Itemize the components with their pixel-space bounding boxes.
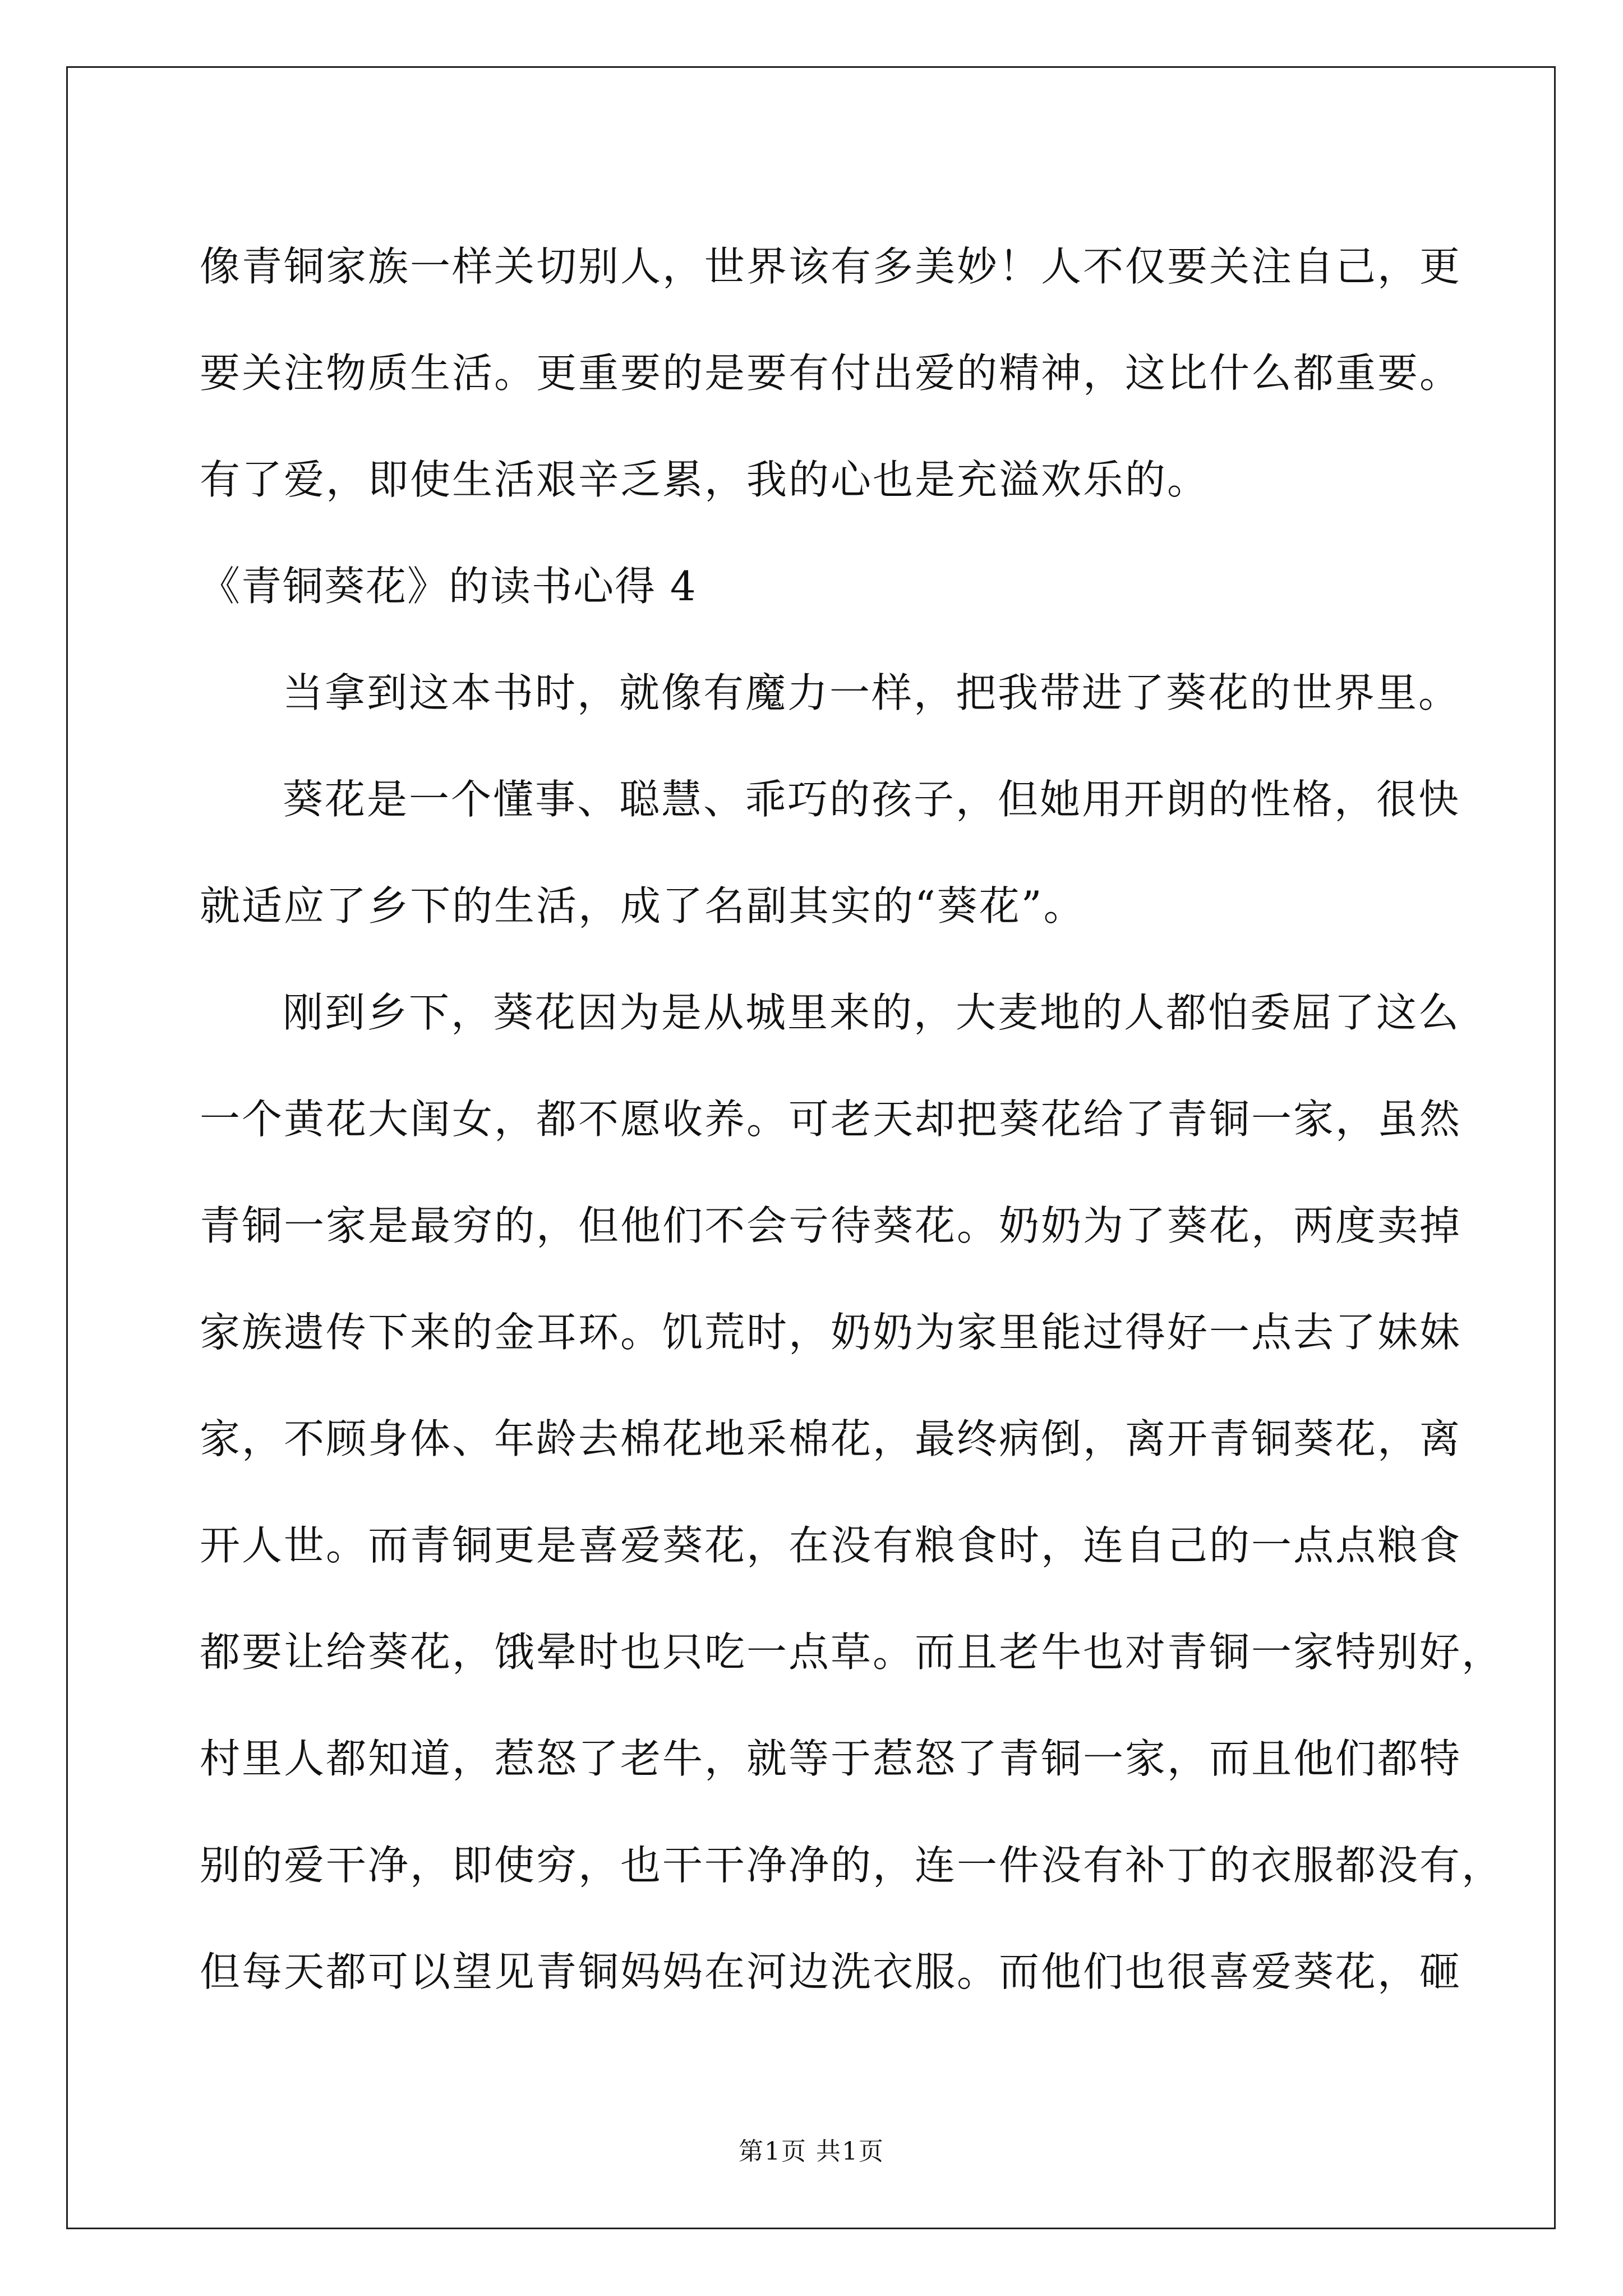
text-line: 就适应了乡下的生活，成了名副其实的“葵花”。 [200,882,1086,930]
section-heading: 《青铜葵花》的读书心得 4 [200,563,697,610]
document-body [200,213,1504,2025]
text-line: 有了爱，即使生活艰辛乏累，我的心也是充溢欢乐的。 [200,456,1210,503]
text-line: 一个黄花大闺女，都不愿收养。可老天却把葵花给了青铜一家，虽然 [200,1096,1462,1143]
text-line: 像青铜家族一样关切别人，世界该有多美妙！人不仅要关注自己，更 [200,243,1462,290]
text-line: 要关注物质生活。更重要的是要有付出爱的精神，这比什么都重要。 [200,349,1462,397]
text-line: 别的爱干净，即使穷，也干干净净的，连一件没有补丁的衣服都没有， [200,1842,1504,1889]
paragraph-first-line: 刚到乡下，葵花因为是从城里来的，大麦地的人都怕委屈了这么 [283,989,1461,1036]
page-footer: 第1页 共1页 [739,2137,884,2166]
text-line: 但每天都可以望见青铜妈妈在河边洗衣服。而他们也很喜爱葵花，砸 [200,1948,1462,1995]
text-line: 家，不顾身体、年龄去棉花地采棉花，最终病倒，离开青铜葵花，离 [200,1415,1462,1462]
text-line: 都要让给葵花，饿晕时也只吃一点草。而且老牛也对青铜一家特别好， [200,1628,1504,1676]
text-line: 村里人都知道，惹怒了老牛，就等于惹怒了青铜一家，而且他们都特 [200,1735,1462,1782]
text-line: 青铜一家是最穷的，但他们不会亏待葵花。奶奶为了葵花，两度卖掉 [200,1202,1462,1249]
paragraph-first-line: 当拿到这本书时，就像有魔力一样，把我带进了葵花的世界里。 [283,669,1461,716]
paragraph-first-line: 葵花是一个懂事、聪慧、乖巧的孩子，但她用开朗的性格，很快 [283,776,1461,823]
text-line: 家族遗传下来的金耳环。饥荒时，奶奶为家里能过得好一点去了妹妹 [200,1309,1462,1356]
text-line: 开人世。而青铜更是喜爱葵花，在没有粮食时，连自己的一点点粮食 [200,1522,1462,1569]
